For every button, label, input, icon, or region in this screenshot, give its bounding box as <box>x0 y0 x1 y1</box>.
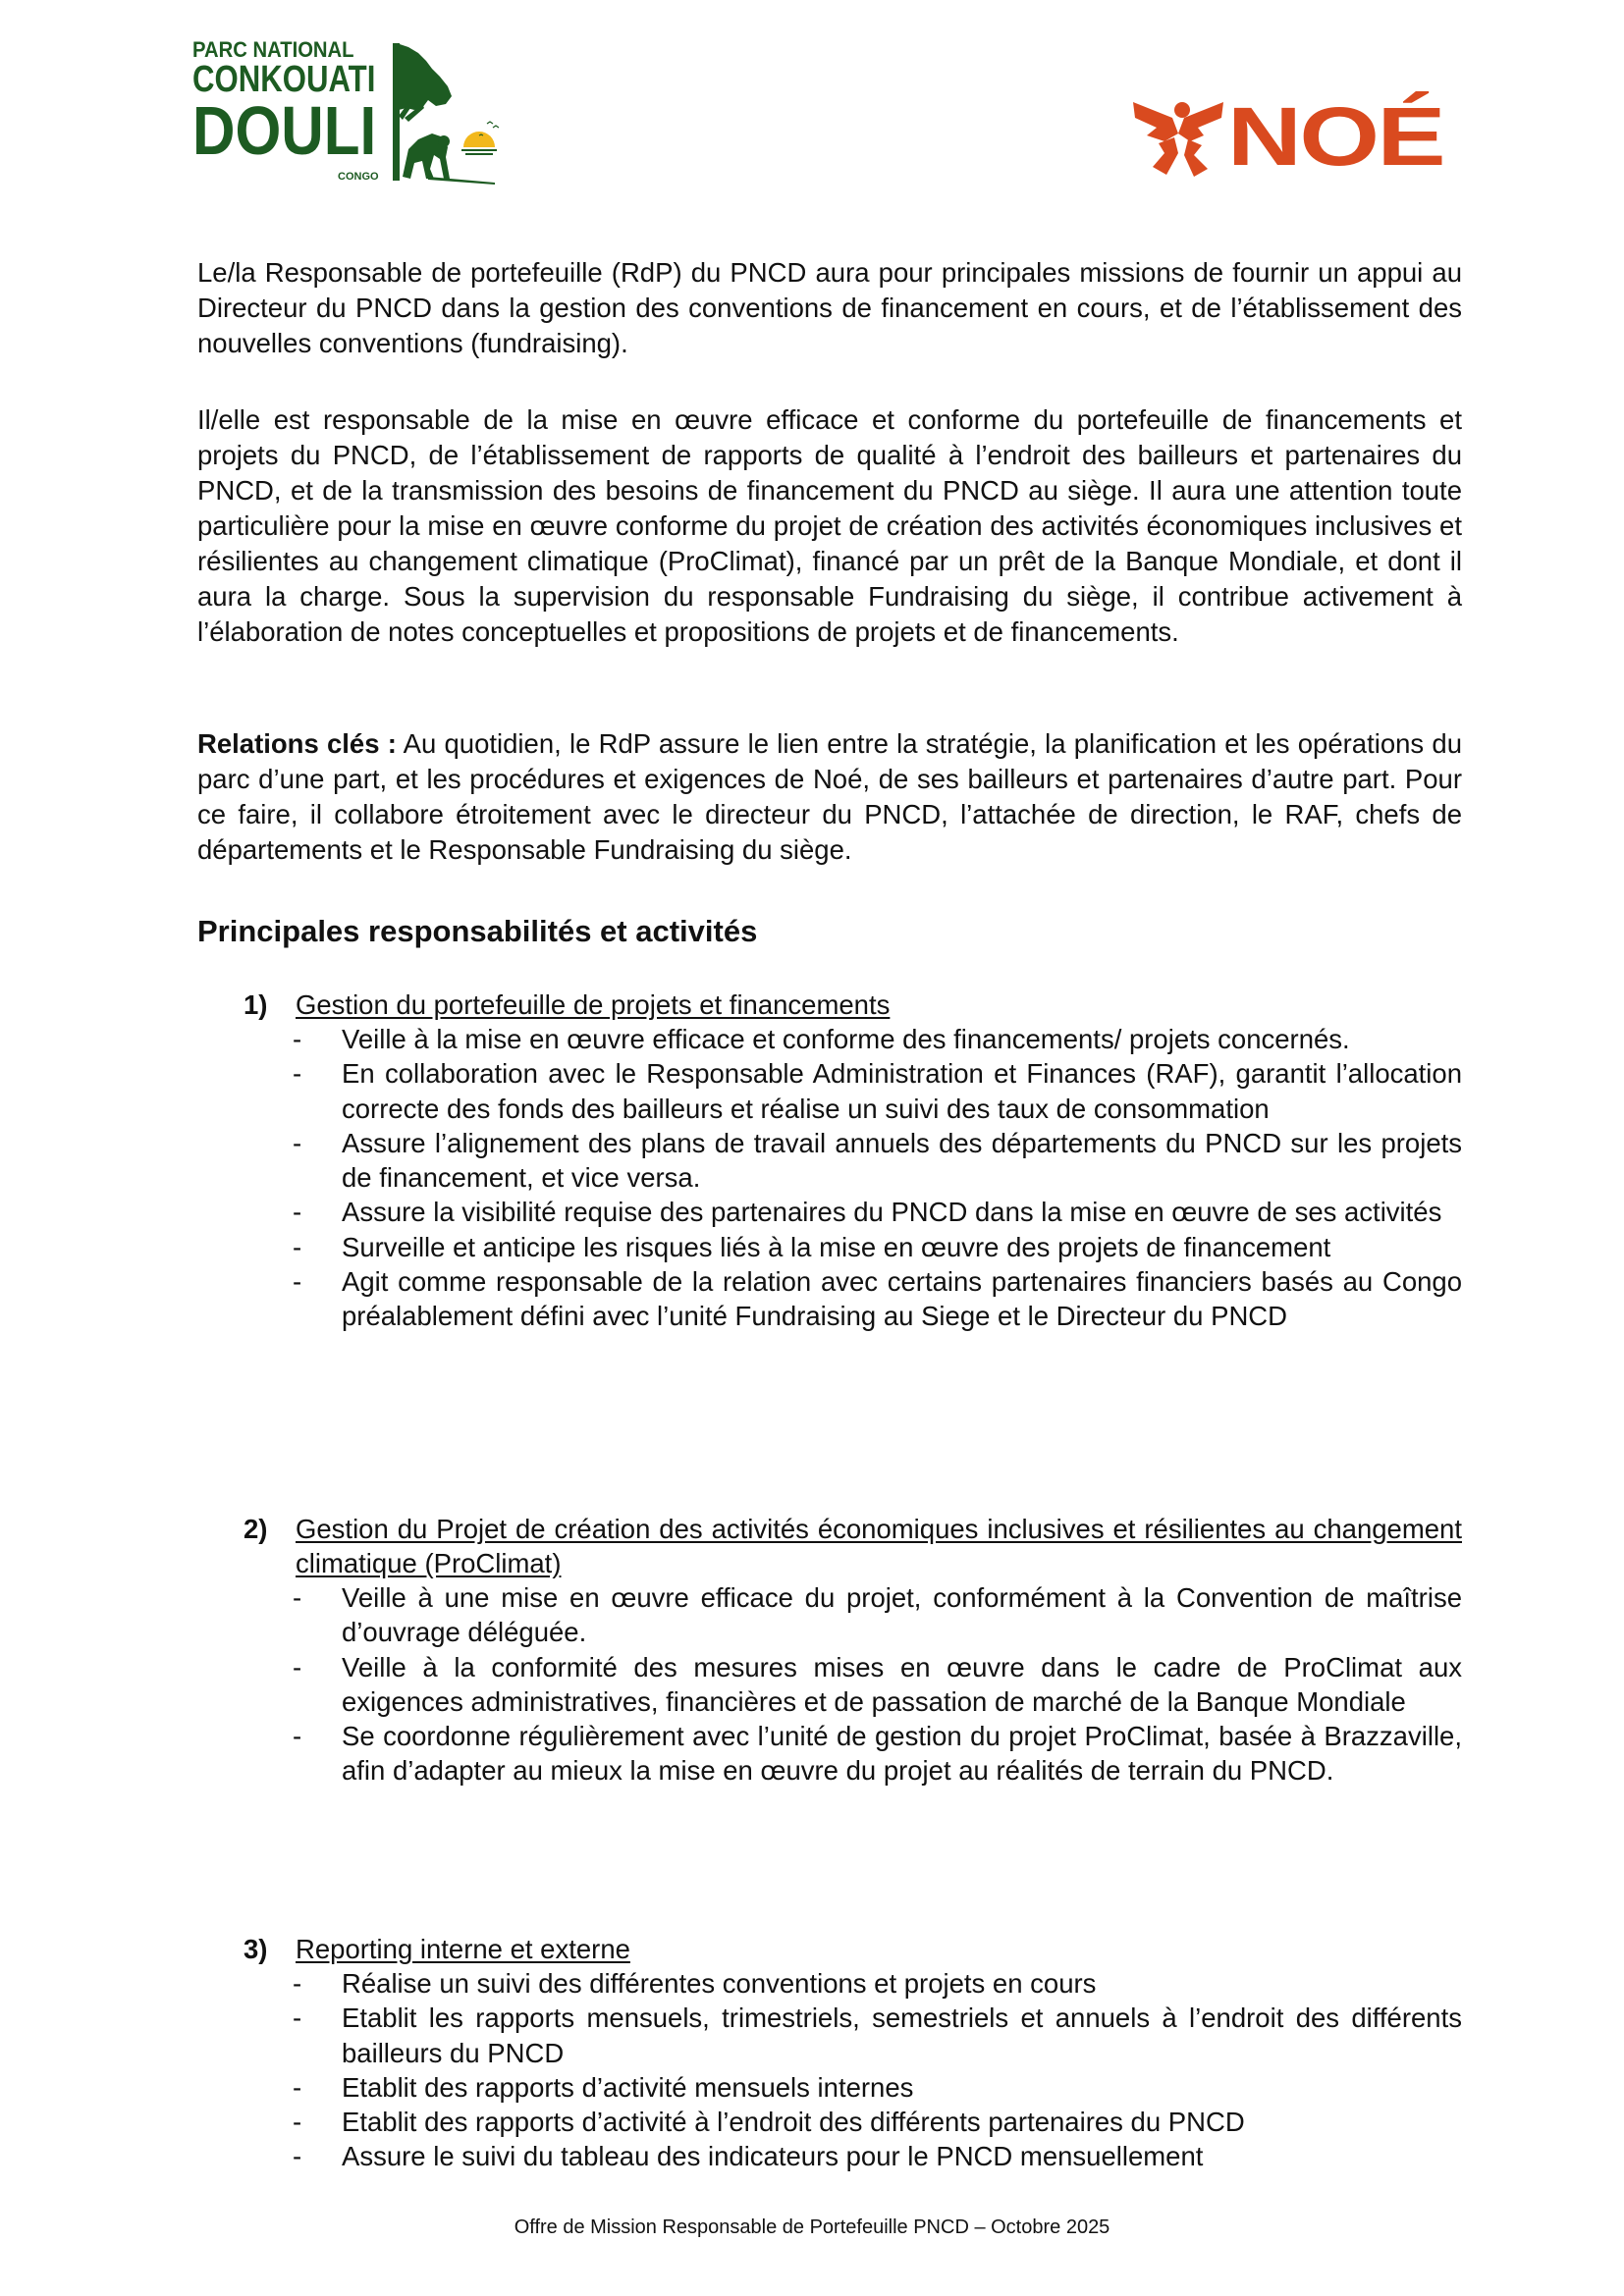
dash-bullet-icon: - <box>293 2107 302 2138</box>
intro-paragraph-2: Il/elle est responsable de la mise en œuvre efficace et conforme du portefeuille de financements et projets du PNCD, de l’établissement de rapports de qualité à l’endroit des bailleurs et partenaires du PNCD, et de la transmission des besoins de financement du PNCD au siège. Il aura une attention toute particulière pour la mise en œuvre conforme du projet de création des activités économiques inclusives et résilientes au changement climatique (ProClimat), financé par un prêt de la Banque Mondiale, et dont il aura la charge. Sous la supervision du responsable Fundraising du siège, il contribue activement à l’élaboration de notes conceptuelles et propositions de projets et de financements. <box>197 404 1462 647</box>
pncd-logo-line3: DOULI <box>192 92 377 169</box>
key-relations-label: Relations clés : <box>197 728 397 759</box>
dash-bullet-icon: - <box>293 1651 302 1682</box>
noe-wordmark: NOÉ <box>1227 90 1444 183</box>
list-item-text: Assure l’alignement des plans de travail annuels des départements du PNCD sur les projets de financement, et vice versa. <box>342 1127 1462 1194</box>
section-heading <box>244 1932 1462 1966</box>
dash-bullet-icon: - <box>293 1231 302 1262</box>
section-label: Gestion du Projet de création des activités économiques inclusives et résilientes au changement climatique (ProClimat) <box>296 1514 1462 1578</box>
list-item <box>244 1650 1462 1720</box>
dash-bullet-icon: - <box>293 1721 302 1752</box>
responsibility-section-2 <box>244 1512 1462 1789</box>
list-item-text: Surveille et anticipe les risques liés à la mise en œuvre des projets de financement <box>342 1231 1331 1262</box>
list-item-text: Réalise un suivi des différentes conventions et projets en cours <box>342 1968 1097 1999</box>
list-item <box>244 1195 1462 1229</box>
list-item-text: Veille à une mise en œuvre efficace du projet, conformément à la Convention de maîtrise d’ouvrage déléguée. <box>342 1582 1462 1648</box>
list-item-text: Veille à la mise en œuvre efficace et conforme des financements/ projets concernés. <box>342 1024 1350 1054</box>
list-item <box>244 1056 1462 1126</box>
bullet-list <box>244 1022 1462 1334</box>
list-item-text: En collaboration avec le Responsable Administration et Finances (RAF), garantit l’allocation correcte des fonds des bailleurs et réalise un suivi des taux de consommation <box>342 1058 1462 1124</box>
list-item <box>244 2001 1462 2070</box>
list-item-text: Se coordonne régulièrement avec l’unité de gestion du projet ProClimat, basée à Brazzaville, afin d’adapter au mieux la mise en œuvre du projet au réalités de terrain du PNCD. <box>342 1721 1462 1787</box>
key-relations-paragraph <box>197 726 1462 868</box>
list-item <box>244 2105 1462 2139</box>
pncd-logo-line2: CONKOUATI <box>192 59 376 100</box>
section-heading <box>244 1512 1462 1580</box>
list-item <box>244 2070 1462 2105</box>
butterfly-figure-icon <box>1129 98 1227 177</box>
list-item <box>244 1580 1462 1650</box>
sun-icon <box>463 132 495 147</box>
list-item-text: Etablit des rapports d’activité mensuels internes <box>342 2071 914 2103</box>
dash-bullet-icon: - <box>293 2002 302 2034</box>
dash-bullet-icon: - <box>293 2071 302 2103</box>
section-number: 1) <box>244 989 268 1020</box>
list-item-text: Assure la visibilité requise des partenaires du PNCD dans la mise en œuvre de ses activités <box>342 1197 1442 1228</box>
list-item <box>244 1966 1462 2001</box>
page-footer: Offre de Mission Responsable de Portefeuille PNCD – Octobre 2025 <box>514 2216 1110 2238</box>
list-item-text: Assure le suivi du tableau des indicateurs pour le PNCD mensuellement <box>342 2141 1204 2172</box>
intro-paragraph-1: Le/la Responsable de portefeuille (RdP) du PNCD aura pour principales missions de fournir un appui au Directeur du PNCD dans la gestion des conventions de financement en cours, et de l’établissement des nouvelles conventions (fundraising). <box>197 257 1462 358</box>
tree-chimpanzee-sun-icon <box>389 39 507 187</box>
section-label: Gestion du portefeuille de projets et financements <box>296 989 891 1020</box>
pncd-logo-line1: PARC NATIONAL <box>192 37 354 62</box>
dash-bullet-icon: - <box>293 1197 302 1228</box>
dash-bullet-icon: - <box>293 1127 302 1158</box>
list-item-text: Agit comme responsable de la relation avec certains partenaires financiers basés au Congo préalablement défini avec l’unité Fundraising au Siege et le Directeur du PNCD <box>342 1266 1462 1332</box>
responsibilities-heading: Principales responsabilités et activités <box>197 914 758 948</box>
dash-bullet-icon: - <box>293 1968 302 1999</box>
pncd-logo <box>192 39 507 187</box>
section-heading <box>244 988 1462 1022</box>
dash-bullet-icon: - <box>293 1058 302 1090</box>
list-item <box>244 1022 1462 1056</box>
section-number: 2) <box>244 1514 268 1544</box>
list-item <box>244 1230 1462 1264</box>
list-item-text: Veille à la conformité des mesures mises en œuvre dans le cadre de ProClimat aux exigences administratives, financières et de passation de marché de la Banque Mondiale <box>342 1651 1462 1717</box>
list-item-text: Etablit des rapports d’activité à l’endroit des différents partenaires du PNCD <box>342 2107 1245 2138</box>
dash-bullet-icon: - <box>293 1024 302 1054</box>
key-relations-text: Au quotidien, le RdP assure le lien entre la stratégie, la planification et les opérations du parc d’une part, et les procédures et exigences de Noé, de ses bailleurs et partenaires d’autre part. Pour ce faire, il collabore étroitement avec le directeur du PNCD, l’attachée de direction, le RAF, chefs de départements et le Responsable Fundraising du siège. <box>197 728 1462 865</box>
section-label: Reporting interne et externe <box>296 1934 630 1964</box>
noe-logo <box>1129 90 1492 183</box>
dash-bullet-icon: - <box>293 2141 302 2172</box>
responsibility-section-3 <box>244 1932 1462 2174</box>
list-item-text: Etablit les rapports mensuels, trimestriels, semestriels et annuels à l’endroit des différents bailleurs du PNCD <box>342 2002 1462 2068</box>
pncd-logo-line4: CONGO <box>338 171 379 183</box>
responsibility-section-1 <box>244 988 1462 1334</box>
dash-bullet-icon: - <box>293 1582 302 1613</box>
list-item <box>244 1719 1462 1789</box>
bullet-list <box>244 1580 1462 1789</box>
list-item <box>244 1126 1462 1196</box>
bullet-list <box>244 1966 1462 2174</box>
section-number: 3) <box>244 1934 268 1964</box>
list-item <box>244 2139 1462 2173</box>
list-item <box>244 1264 1462 1334</box>
dash-bullet-icon: - <box>293 1266 302 1298</box>
